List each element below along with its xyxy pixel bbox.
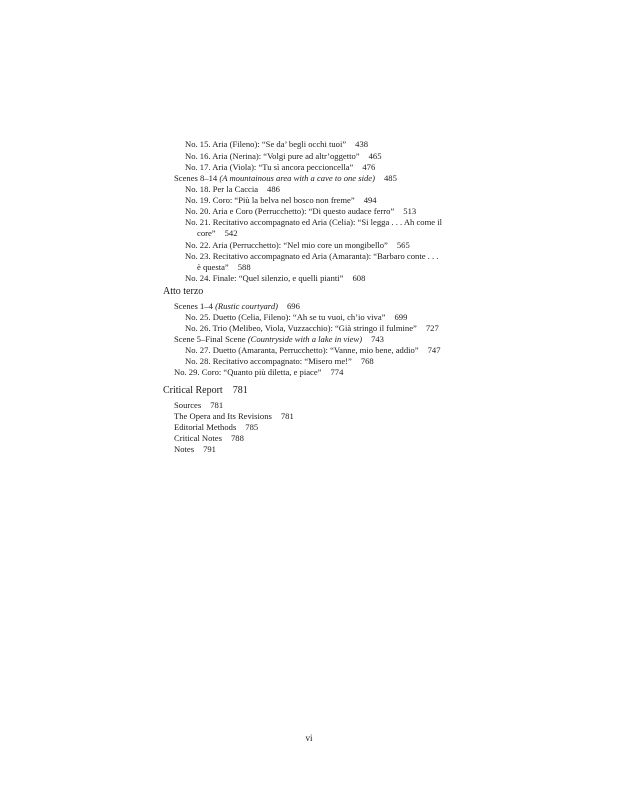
toc-entry: No. 17. Aria (Viola): “Tu sì ancora peccioncella” 476 [185,162,376,172]
section-heading: Atto terzo [163,286,204,297]
toc-entry: No. 18. Per la Caccia 486 [185,184,280,194]
toc-entry: No. 22. Aria (Perrucchetto): “Nel mio core un mongibello” 565 [185,240,410,250]
toc-entry: No. 26. Trio (Melibeo, Viola, Vuzzacchio): “Già stringo il fulmine” 727 [185,323,439,333]
toc-entry: No. 19. Coro: “Più la belva nel bosco non freme” 494 [185,195,377,205]
toc-scene: Scenes 8–14 (A mountainous area with a cave to one side) 485 [174,173,397,183]
toc-entry: No. 27. Duetto (Amaranta, Perrucchetto): “Vanne, mio bene, addio” 747 [185,345,441,355]
toc-entry-continuation: core” 542 [197,228,238,238]
toc-entry: No. 29. Coro: “Quanto più diletta, e piace” 774 [174,367,344,377]
toc-entry: No. 28. Recitativo accompagnato: “Misero me!” 768 [185,356,374,366]
toc-entry: Sources 781 [174,400,224,410]
page-number: vi [305,733,313,743]
toc-scene: Scenes 1–4 (Rustic courtyard) 696 [174,301,300,311]
toc-entry: No. 20. Aria e Coro (Perrucchetto): “Di questo audace ferro” 513 [185,206,417,216]
toc-entry: No. 16. Aria (Nerina): “Volgi pure ad altr’oggetto” 465 [185,151,382,161]
toc-entry-continuation: è questa” 588 [197,262,251,272]
toc-entry: No. 15. Aria (Fileno): “Se da’ begli occhi tuoi” 438 [185,139,369,149]
toc-entry: Editorial Methods 785 [174,422,259,432]
toc-scene: Scene 5–Final Scene (Countryside with a lake in view) 743 [174,334,384,344]
toc-entry: No. 25. Duetto (Celia, Fileno): “Ah se tu vuoi, ch’io viva” 699 [185,312,408,322]
toc-entry: No. 21. Recitativo accompagnato ed Aria (Celia): “Si legga . . . Ah come il [185,217,443,227]
toc-entry: The Opera and Its Revisions 781 [174,411,294,421]
toc-entry: Notes 791 [174,444,216,454]
toc-entry: No. 24. Finale: “Quel silenzio, e quelli pianti” 608 [185,273,366,283]
section-heading: Critical Report 781 [163,385,248,396]
toc-entry: No. 23. Recitativo accompagnato ed Aria (Amaranta): “Barbaro conte . . . [185,251,439,261]
toc-entry: Critical Notes 788 [174,433,244,443]
